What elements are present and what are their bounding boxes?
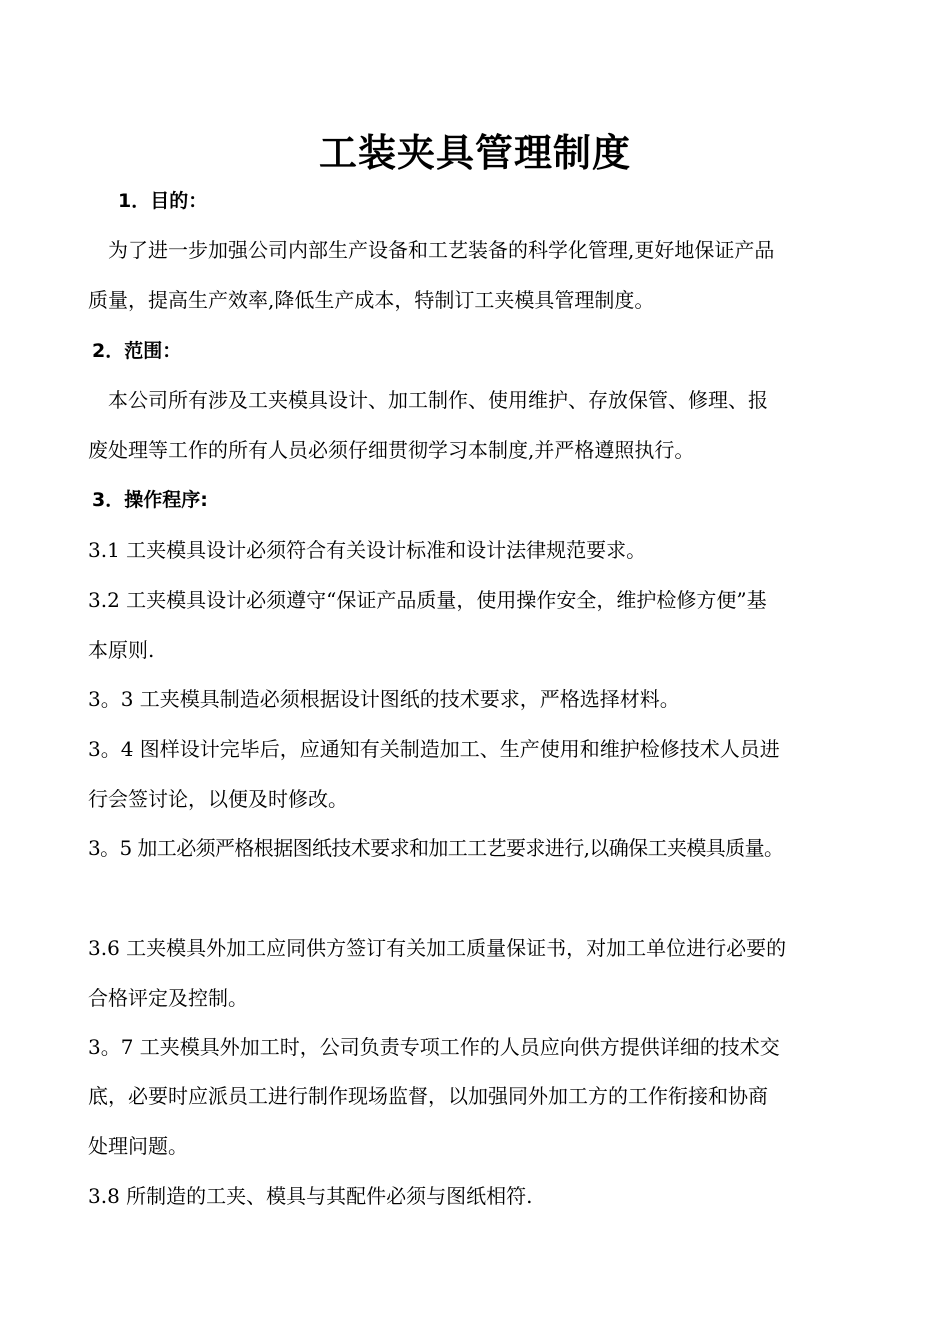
clause-3-4-line-2: 行会签讨论，以便及时修改。	[88, 787, 348, 811]
clause-3-6-line-2: 合格评定及控制。	[88, 986, 248, 1010]
clause-3-7-line-2: 底，必要时应派员工进行制作现场监督，以加强同外加工方的工作衔接和协商	[88, 1084, 768, 1108]
clause-3-4-line-1: 3。4 图样设计完毕后，应通知有关制造加工、生产使用和维护检修技术人员进	[88, 737, 780, 761]
clause-3-1: 3.1 工夹模具设计必须符合有关设计标准和设计法律规范要求。	[88, 538, 647, 562]
clause-3-7-line-3: 处理问题。	[88, 1134, 188, 1158]
clause-3-2-line-1: 3.2 工夹模具设计必须遵守“保证产品质量，使用操作安全，维护检修方便”基	[88, 588, 767, 612]
purpose-text-line-1: 为了进一步加强公司内部生产设备和工艺装备的科学化管理,更好地保证产品	[108, 238, 775, 262]
document-title: 工装夹具管理制度	[318, 130, 631, 175]
clause-3-5: 3。5 加工必须严格根据图纸技术要求和加工工艺要求进行,以确保工夹模具质量。	[88, 836, 784, 860]
scope-text-line-1: 本公司所有涉及工夹模具设计、加工制作、使用维护、存放保管、修理、报	[108, 388, 768, 412]
section-heading-scope: 2．范围：	[92, 340, 182, 362]
clause-3-3: 3。3 工夹模具制造必须根据设计图纸的技术要求，严格选择材料。	[88, 687, 680, 711]
clause-3-2-line-2: 本原则.	[88, 638, 155, 662]
clause-3-6-line-1: 3.6 工夹模具外加工应同供方签订有关加工质量保证书，对加工单位进行必要的	[88, 936, 787, 960]
section-heading-purpose: 1．目的：	[118, 190, 208, 212]
clause-3-8: 3.8 所制造的工夹、模具与其配件必须与图纸相符.	[88, 1184, 533, 1208]
scope-text-line-2: 废处理等工作的所有人员必须仔细贯彻学习本制度,并严格遵照执行。	[88, 438, 695, 462]
clause-3-7-line-1: 3。7 工夹模具外加工时，公司负责专项工作的人员应向供方提供详细的技术交	[88, 1035, 780, 1059]
purpose-text-line-2: 质量，提高生产效率,降低生产成本，特制订工夹模具管理制度。	[88, 288, 655, 312]
section-heading-procedure: 3．操作程序:	[92, 489, 208, 511]
